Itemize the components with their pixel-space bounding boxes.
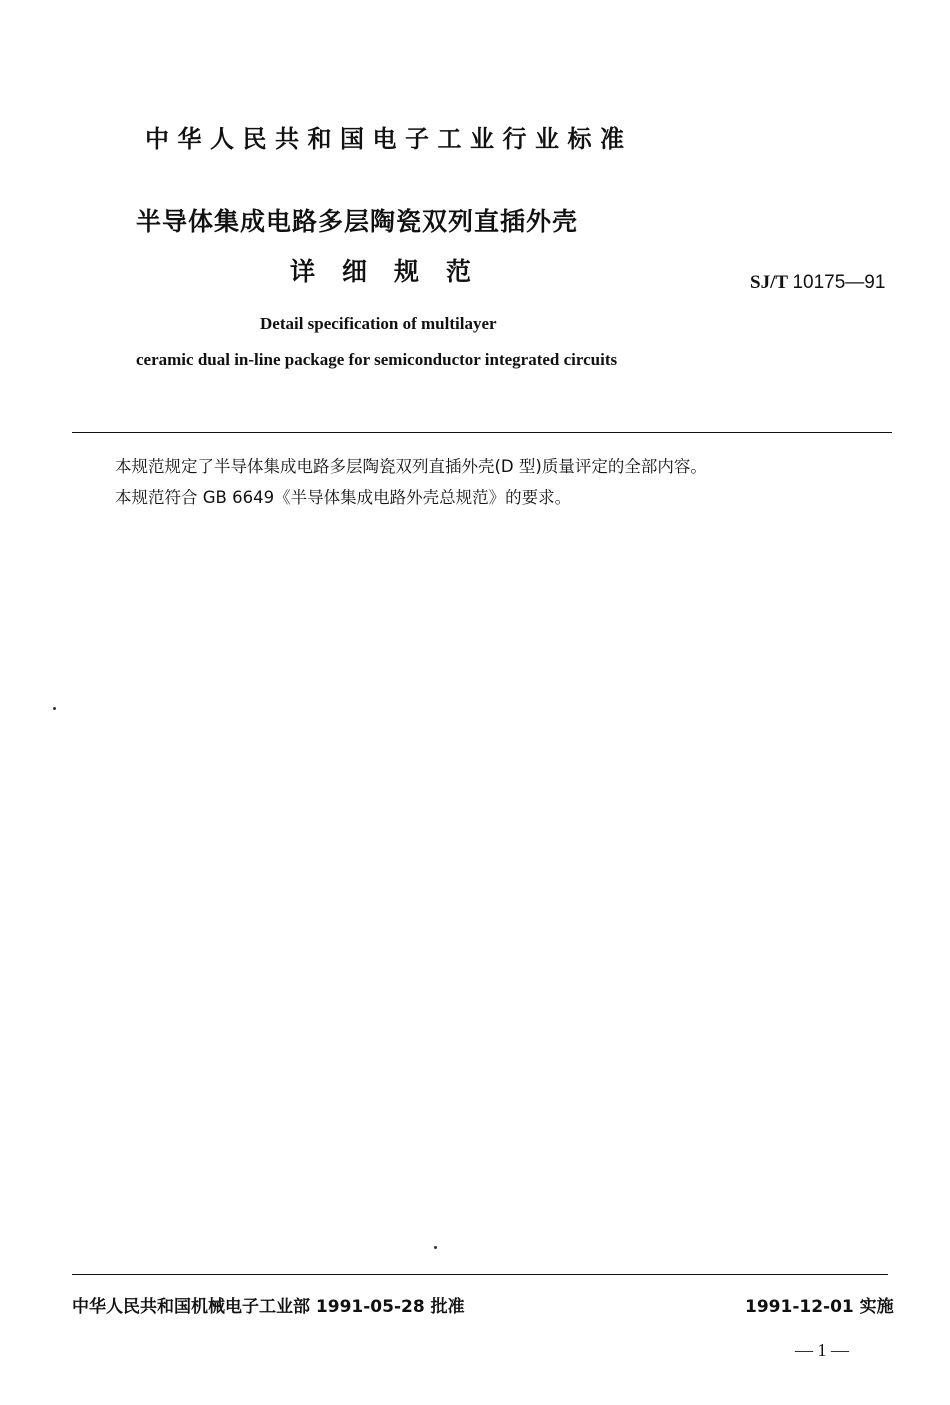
top-divider <box>72 432 892 433</box>
scan-speck <box>434 1246 437 1249</box>
implementation-date: 1991-12-01 实施 <box>745 1297 894 1317</box>
standard-code <box>750 270 885 296</box>
bottom-divider <box>72 1274 888 1275</box>
scan-speck <box>53 707 56 710</box>
approval-note: 中华人民共和国机械电子工业部 1991-05-28 批准 <box>72 1297 465 1317</box>
conformance-paragraph: 本规范符合 GB 6649《半导体集成电路外壳总规范》的要求。 <box>115 488 572 507</box>
standard-code-number: 10175—91 <box>792 272 886 293</box>
scope-paragraph: 本规范规定了半导体集成电路多层陶瓷双列直插外壳(D 型)质量评定的全部内容。 <box>115 457 707 476</box>
english-title-line-2: ceramic dual in-line package for semiconductor integrated circuits <box>136 350 618 369</box>
standard-body-header: 中华人民共和国电子工业行业标准 <box>145 125 633 153</box>
chinese-title-line-1: 半导体集成电路多层陶瓷双列直插外壳 <box>136 207 579 236</box>
page-number: — 1 — <box>795 1340 849 1360</box>
standard-code-prefix: SJ/T <box>750 272 788 293</box>
chinese-title-line-2: 详细规范 <box>290 257 499 286</box>
english-title-line-1: Detail specification of multilayer <box>260 314 497 333</box>
